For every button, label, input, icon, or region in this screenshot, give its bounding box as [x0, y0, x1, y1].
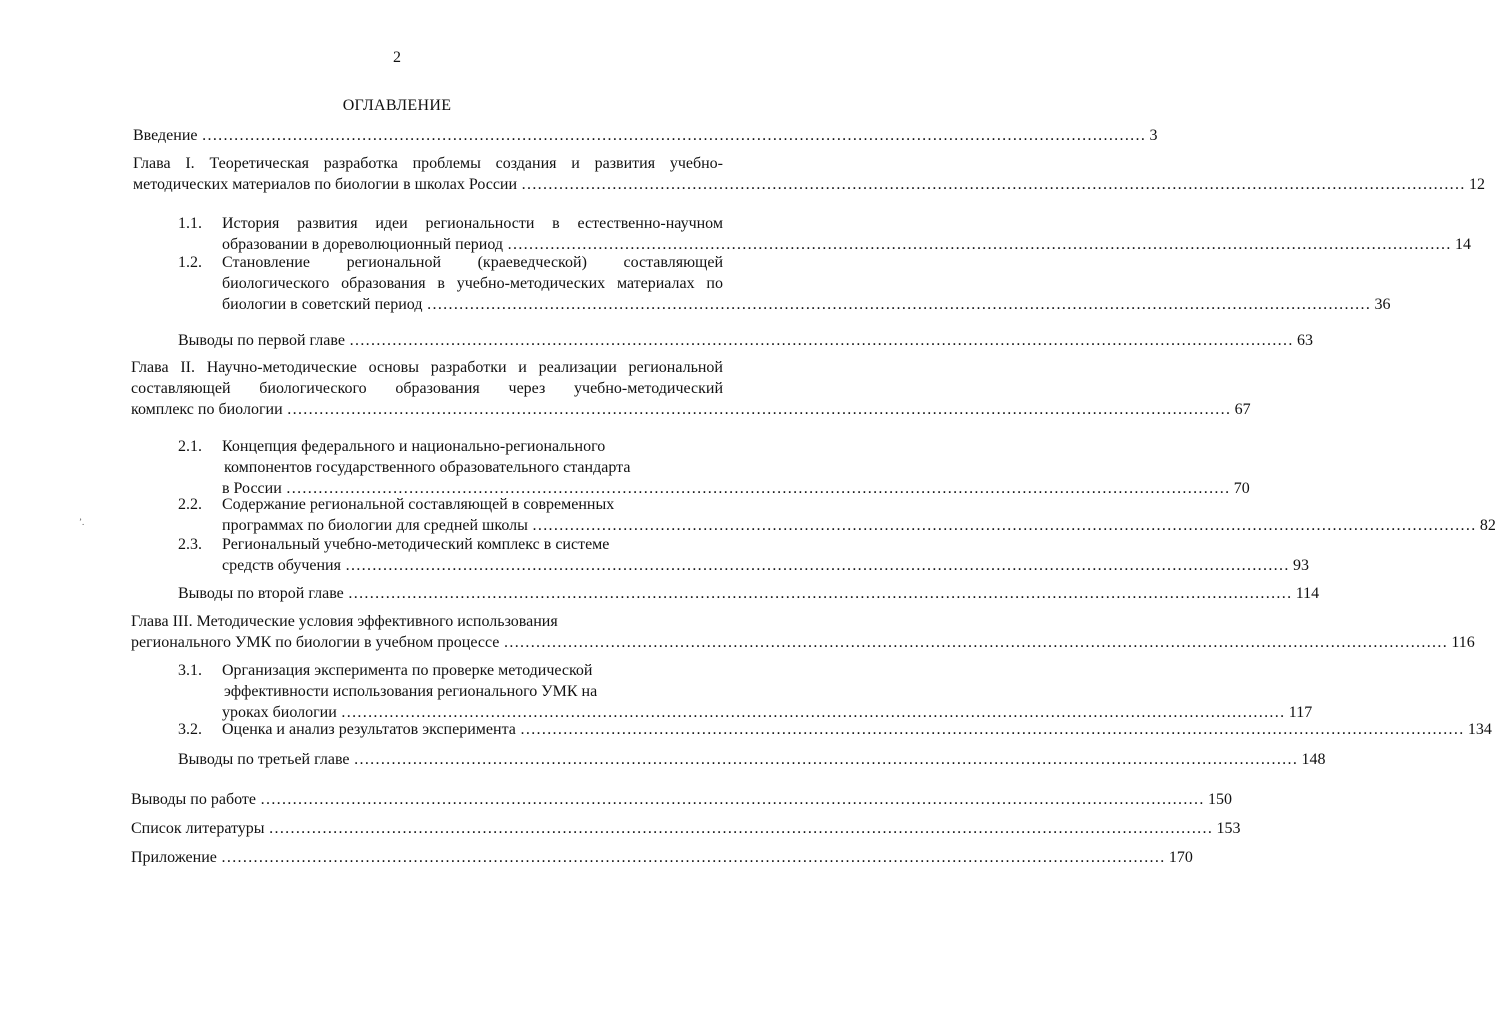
toc-label: Содержание региональной составляющей в современных	[222, 496, 615, 513]
toc-label: Оценка и анализ результатов эксперимента	[222, 721, 516, 738]
toc-label: Организация эксперимента по проверке методической	[222, 662, 593, 679]
toc-page: 12	[1469, 175, 1486, 193]
toc-entry-chapter-2[interactable]	[131, 358, 1251, 420]
toc-entry-section-2-2[interactable]	[178, 495, 1496, 537]
section-number: 1.2.	[178, 254, 202, 271]
toc-entry-chapter-3[interactable]	[131, 612, 1475, 654]
toc-page: 134	[1467, 721, 1492, 738]
toc-entry-chapter-1[interactable]	[133, 154, 1486, 196]
toc-entry-section-1-1[interactable]	[178, 214, 1472, 256]
toc-label: Введение	[133, 127, 198, 144]
toc-label-cont: методических материалов по биологии в школах России	[133, 175, 518, 193]
toc-label-cont: регионального УМК по биологии в учебном процессе	[131, 633, 500, 651]
leader-dots	[348, 584, 1292, 605]
toc-label: Выводы по работе	[131, 791, 256, 808]
toc-page: 14	[1455, 235, 1472, 253]
toc-page: 82	[1479, 516, 1496, 534]
toc-page: 70	[1233, 479, 1250, 497]
toc-entry-appendix[interactable]	[131, 848, 1193, 869]
toc-label: Глава I. Теоретическая разработка проблемы создания и развития учебно-	[133, 155, 723, 172]
toc-entry-section-2-1[interactable]	[178, 437, 1250, 499]
toc-entry-conclusions-2[interactable]	[178, 584, 1320, 605]
toc-entry-section-3-1[interactable]	[178, 661, 1313, 723]
leader-dots	[521, 175, 1465, 196]
section-number: 3.2.	[178, 721, 202, 738]
toc-label: Выводы по первой главе	[178, 332, 345, 349]
toc-page: 114	[1295, 585, 1320, 602]
section-number: 1.1.	[178, 215, 202, 232]
toc-entry-work-conclusions[interactable]	[131, 790, 1232, 811]
toc-entry-section-3-2[interactable]	[178, 720, 1492, 741]
toc-page: 36	[1374, 295, 1391, 313]
leader-dots	[345, 556, 1289, 577]
leader-dots	[269, 819, 1213, 840]
toc-label: Региональный учебно-методический комплекс в системе	[222, 536, 610, 553]
toc-label-cont: составляющей биологического образования через учебно-методический	[131, 379, 723, 397]
toc-label-cont: образовании в дореволюционный период	[222, 235, 504, 253]
toc-page: 93	[1292, 556, 1309, 574]
toc-label: Концепция федерального и национально-регионального	[222, 438, 606, 455]
toc-page: 3	[1149, 127, 1158, 144]
leader-dots	[202, 126, 1146, 147]
toc-label: Глава II. Научно-методические основы разработки и реализации региональной	[131, 359, 723, 376]
toc-label: Глава III. Методические условия эффективного использования	[131, 613, 558, 630]
leader-dots	[532, 516, 1476, 537]
toc-label-cont: биологии в советский период	[222, 295, 423, 313]
toc-label: Выводы по третьей главе	[178, 751, 350, 768]
leader-dots	[221, 848, 1165, 869]
toc-label: Становление региональной (краеведческой) составляющей	[222, 254, 723, 271]
toc-label-cont: уроках биологии	[222, 703, 337, 721]
toc-label-cont: в России	[222, 479, 282, 497]
toc-entry-conclusions-1[interactable]	[178, 331, 1313, 352]
toc-entry-section-1-2[interactable]	[178, 253, 1391, 315]
leader-dots	[287, 400, 1231, 421]
toc-label-cont: биологического образования в учебно-методических материалах по	[222, 274, 723, 292]
toc-page: 63	[1296, 332, 1313, 349]
leader-dots	[520, 720, 1464, 741]
toc-label-cont: программах по биологии для средней школы	[222, 516, 528, 534]
section-number: 2.1.	[178, 438, 202, 455]
toc-page: 153	[1216, 820, 1241, 837]
toc-label-cont: комплекс по биологии	[131, 400, 283, 418]
toc-label: Приложение	[131, 849, 217, 866]
toc-entry-section-2-3[interactable]	[178, 535, 1309, 577]
leader-dots	[503, 633, 1447, 654]
toc-label-cont: средств обучения	[222, 556, 341, 574]
leader-dots	[426, 295, 1370, 316]
scan-artifact: ʼ.	[79, 517, 85, 527]
toc-entry-conclusions-3[interactable]	[178, 750, 1326, 771]
leader-dots	[354, 750, 1298, 771]
toc-label: Выводы по второй главе	[178, 585, 344, 602]
toc-label-cont: компонентов государственного образовательного стандарта	[224, 458, 631, 476]
toc-label-cont: эффективности использования регионального УМК на	[224, 682, 598, 700]
leader-dots	[349, 331, 1293, 352]
toc-entry-intro[interactable]	[133, 126, 1158, 147]
page-number: 2	[393, 49, 401, 66]
toc-label: Список литературы	[131, 820, 265, 837]
toc-page: 67	[1234, 400, 1251, 418]
section-number: 2.3.	[178, 536, 202, 553]
toc-page: 148	[1301, 751, 1326, 768]
section-number: 2.2.	[178, 496, 202, 513]
page-title: ОГЛАВЛЕНИЕ	[342, 97, 452, 114]
section-number: 3.1.	[178, 662, 202, 679]
toc-page: 116	[1451, 633, 1475, 651]
toc-entry-references[interactable]	[131, 819, 1241, 840]
toc-page: 150	[1207, 791, 1232, 808]
toc-page: 117	[1288, 703, 1313, 721]
toc-label: История развития идеи региональности в естественно-научном	[222, 215, 723, 232]
leader-dots	[260, 790, 1204, 811]
toc-page: 170	[1168, 849, 1193, 866]
